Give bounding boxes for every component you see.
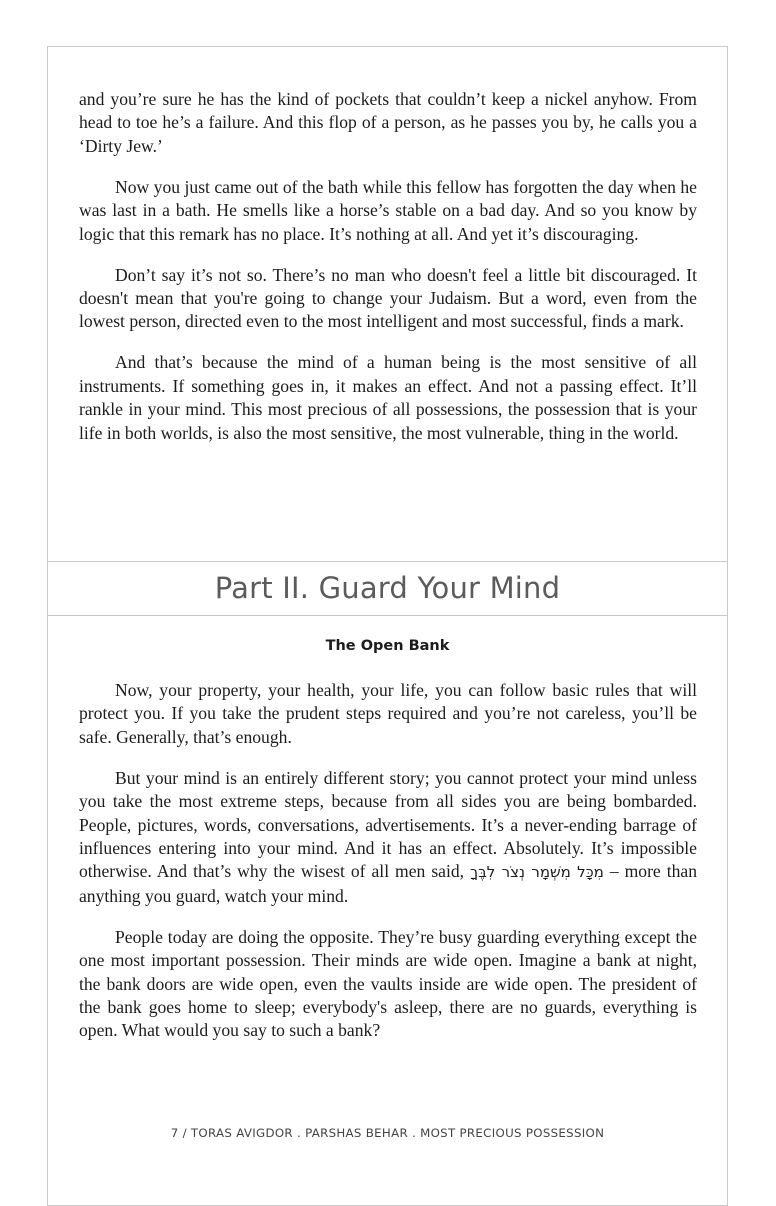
bottom-text-block [79,679,697,1043]
paragraph-text: But your mind is an entirely different story; you cannot protect your mind unless you take the most extreme steps, because from all sides you are being bombarded. People, pictures, words, conversations, advertisements. It’s a never-ending barrage of influences entering into your mind. And it has an effect. Absolutely. It’s impossible otherwise. And that’s why the wisest of all men said, [79,767,697,882]
paragraph: and you’re sure he has the kind of pockets that couldn’t keep a nickel anyhow. From head to toe he’s a failure. And this flop of a person, as he passes you by, he calls you a ‘Dirty Jew.’ [79,89,697,156]
section-divider-top [47,561,728,562]
paragraph: Don’t say it’s not so. There’s no man who doesn't feel a little bit discouraged. It doesn't mean that you're going to change your Judaism. But a word, even from the lowest person, directed even to the most intelligent and most successful, finds a mark. [79,264,697,332]
paragraph: And that’s because the mind of a human being is the most sensitive of all instruments. If something goes in, it makes an effect. And not a passing effect. It’ll rankle in your mind. This most precious of all possessions, the possession that is your life in both worlds, is also the most sensitive, the most vulnerable, thing in the world. [79,352,697,443]
paragraph: People today are doing the opposite. They’re busy guarding everything except the one most important possession. Their minds are wide open. Imagine a bank at night, the bank doors are wide open, even the vaults inside are wide open. The president of the bank goes home to sleep; everybody's asleep, there are no guards, everything is open. What would you say to such a bank? [79,926,697,1041]
section-title: The Open Bank [325,638,450,654]
page-footer: 7 / TORAS AVIGDOR . PARSHAS BEHAR . MOST PRECIOUS POSSESSION [170,1126,605,1140]
section-divider-bottom [47,615,728,616]
paragraph [79,767,697,908]
hebrew-quote: מִכָּל מִשְׁמָר נְצֹר לִבֶּךָ [470,863,604,882]
paragraph: Now, your property, your health, your life, you can follow basic rules that will protect you. If you take the prudent steps required and you’re not careless, you’ll be safe. Generally, that’s enough. [79,680,697,747]
top-text-block [79,88,697,445]
paragraph: Now you just came out of the bath while this fellow has forgotten the day when he was last in a bath. He smells like a horse’s stable on a bad day. And so you know by logic that this remark has no place. It’s nothing at all. And yet it’s discouraging. [79,176,697,244]
part-title: Part II. Guard Your Mind [214,571,561,605]
paragraph-text: – more than anything you guard, watch your mind. [79,861,697,906]
